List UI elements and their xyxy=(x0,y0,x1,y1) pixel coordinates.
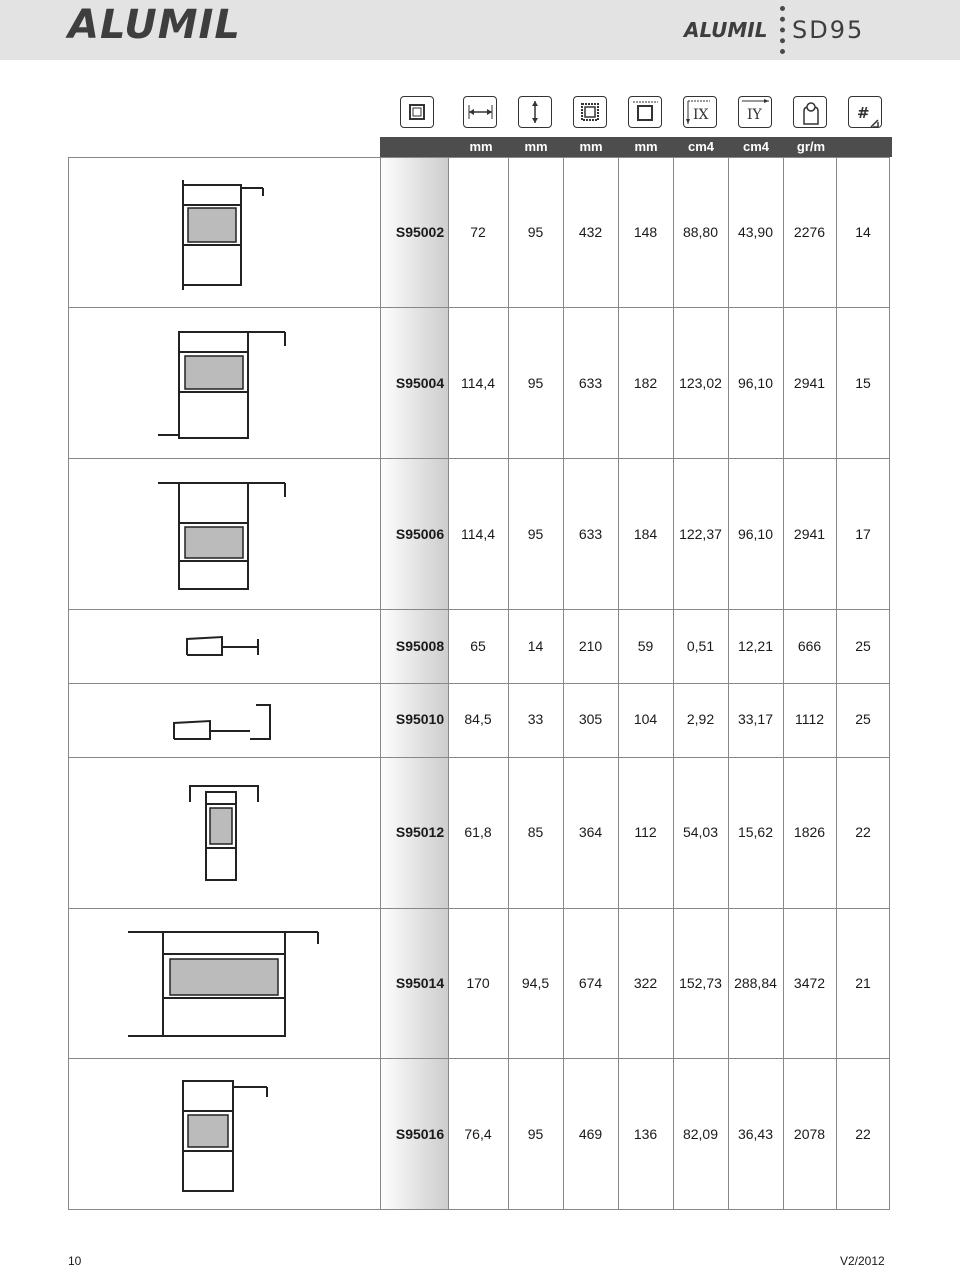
value-weight: 3472 xyxy=(793,975,826,991)
version-label: V2/2012 xyxy=(840,1254,885,1268)
value-inner-width: 210 xyxy=(578,638,603,654)
value-height: 95 xyxy=(527,375,544,391)
row-divider xyxy=(68,757,890,758)
row-divider xyxy=(68,458,890,459)
value-inner-height: 148 xyxy=(633,224,658,240)
unit-width: mm xyxy=(469,139,493,154)
value-height: 33 xyxy=(527,711,544,727)
inner-height-icon xyxy=(628,96,662,128)
value-ix: 54,03 xyxy=(682,824,719,840)
profile-drawing-s95006 xyxy=(150,463,370,605)
value-iy: 12,21 xyxy=(737,638,774,654)
row-divider xyxy=(68,1058,890,1059)
profile-drawing-s95002 xyxy=(150,160,370,305)
page-ref-icon xyxy=(848,96,882,128)
iy-label: IY xyxy=(747,107,762,123)
hash-label: # xyxy=(857,104,870,122)
value-weight: 2078 xyxy=(793,1126,826,1142)
value-height: 94,5 xyxy=(521,975,550,991)
frame-area-icon xyxy=(400,96,434,128)
row-divider xyxy=(68,307,890,308)
value-width: 76,4 xyxy=(464,1126,492,1142)
profile-drawing-s95016 xyxy=(150,1063,370,1205)
series-name: SD95 xyxy=(792,16,865,44)
value-width: 72 xyxy=(470,224,486,240)
value-weight: 666 xyxy=(797,638,822,654)
row-divider xyxy=(68,609,890,610)
value-inner-height: 322 xyxy=(633,975,658,991)
height-icon xyxy=(518,96,552,128)
ix-label: IX xyxy=(693,107,709,123)
value-weight: 1112 xyxy=(794,711,825,727)
value-inner-width: 633 xyxy=(578,375,603,391)
profile-drawing-s95012 xyxy=(150,762,370,904)
value-inner-width: 674 xyxy=(578,975,603,991)
profile-code: S95002 xyxy=(395,224,445,240)
value-weight: 1826 xyxy=(793,824,826,840)
weight-icon xyxy=(793,96,827,128)
value-inner-height: 59 xyxy=(637,638,654,654)
inner-width-icon xyxy=(573,96,607,128)
value-width: 114,4 xyxy=(461,375,495,391)
profile-code: S95010 xyxy=(395,711,445,727)
value-width: 61,8 xyxy=(464,824,492,840)
unit-ix: cm4 xyxy=(687,139,715,154)
value-inner-height: 104 xyxy=(633,711,658,727)
ix-inertia-icon xyxy=(683,96,717,128)
value-ix: 152,73 xyxy=(679,975,722,991)
value-width: 114,4 xyxy=(461,526,495,542)
unit-height: mm xyxy=(524,139,548,154)
value-inner-height: 136 xyxy=(633,1126,658,1142)
profile-code: S95012 xyxy=(395,824,445,840)
value-ix: 2,92 xyxy=(686,711,715,727)
value-ix: 82,09 xyxy=(682,1126,719,1142)
profile-code: S95016 xyxy=(395,1126,445,1142)
unit-inner-width: mm xyxy=(579,139,603,154)
value-weight: 2941 xyxy=(793,375,826,391)
value-width: 170 xyxy=(466,975,490,991)
value-inner-width: 469 xyxy=(578,1126,603,1142)
value-page: 17 xyxy=(855,526,871,542)
value-page: 22 xyxy=(855,824,871,840)
profile-drawing-s95004 xyxy=(150,312,370,454)
profile-code: S95006 xyxy=(395,526,445,542)
value-inner-width: 364 xyxy=(578,824,603,840)
row-divider xyxy=(68,683,890,684)
value-inner-width: 305 xyxy=(578,711,603,727)
value-iy: 36,43 xyxy=(737,1126,774,1142)
value-page: 14 xyxy=(855,224,871,240)
value-page: 25 xyxy=(855,638,871,654)
value-inner-height: 112 xyxy=(634,824,657,840)
profile-drawing-s95014 xyxy=(120,912,370,1054)
value-weight: 2941 xyxy=(793,526,826,542)
value-inner-width: 432 xyxy=(578,224,603,240)
profile-code: S95004 xyxy=(395,375,445,391)
value-inner-width: 633 xyxy=(578,526,603,542)
value-height: 95 xyxy=(527,224,544,240)
value-weight: 2276 xyxy=(793,224,826,240)
page-number: 10 xyxy=(68,1254,82,1268)
value-iy: 96,10 xyxy=(737,526,774,542)
value-ix: 123,02 xyxy=(679,375,722,391)
logo-separator xyxy=(780,6,790,54)
value-height: 85 xyxy=(527,824,544,840)
value-page: 22 xyxy=(855,1126,871,1142)
value-ix: 122,37 xyxy=(679,526,722,542)
width-icon xyxy=(463,96,497,128)
value-inner-height: 182 xyxy=(633,375,658,391)
header-bar xyxy=(0,0,960,60)
value-width: 84,5 xyxy=(464,711,492,727)
unit-weight: gr/m xyxy=(796,139,826,154)
value-iy: 43,90 xyxy=(737,224,774,240)
profile-drawing-s95008 xyxy=(150,613,370,679)
value-width: 65 xyxy=(470,638,486,654)
value-iy: 15,62 xyxy=(737,824,774,840)
value-page: 25 xyxy=(855,711,871,727)
profile-code: S95014 xyxy=(395,975,445,991)
row-divider xyxy=(68,908,890,909)
alumil-logo: ALUMIL xyxy=(68,2,241,48)
value-page: 21 xyxy=(855,975,871,991)
value-page: 15 xyxy=(855,375,871,391)
value-height: 14 xyxy=(527,638,544,654)
alumil-small-logo: ALUMIL xyxy=(684,18,768,42)
value-iy: 96,10 xyxy=(737,375,774,391)
value-ix: 0,51 xyxy=(686,638,715,654)
value-iy: 33,17 xyxy=(737,711,774,727)
value-ix: 88,80 xyxy=(682,224,719,240)
unit-inner-height: mm xyxy=(634,139,658,154)
profile-drawing-s95010 xyxy=(150,687,370,753)
iy-inertia-icon xyxy=(738,96,772,128)
value-iy: 288,84 xyxy=(734,975,777,991)
unit-iy: cm4 xyxy=(742,139,770,154)
value-height: 95 xyxy=(527,526,544,542)
value-inner-height: 184 xyxy=(633,526,658,542)
value-height: 95 xyxy=(527,1126,544,1142)
profile-code: S95008 xyxy=(395,638,445,654)
